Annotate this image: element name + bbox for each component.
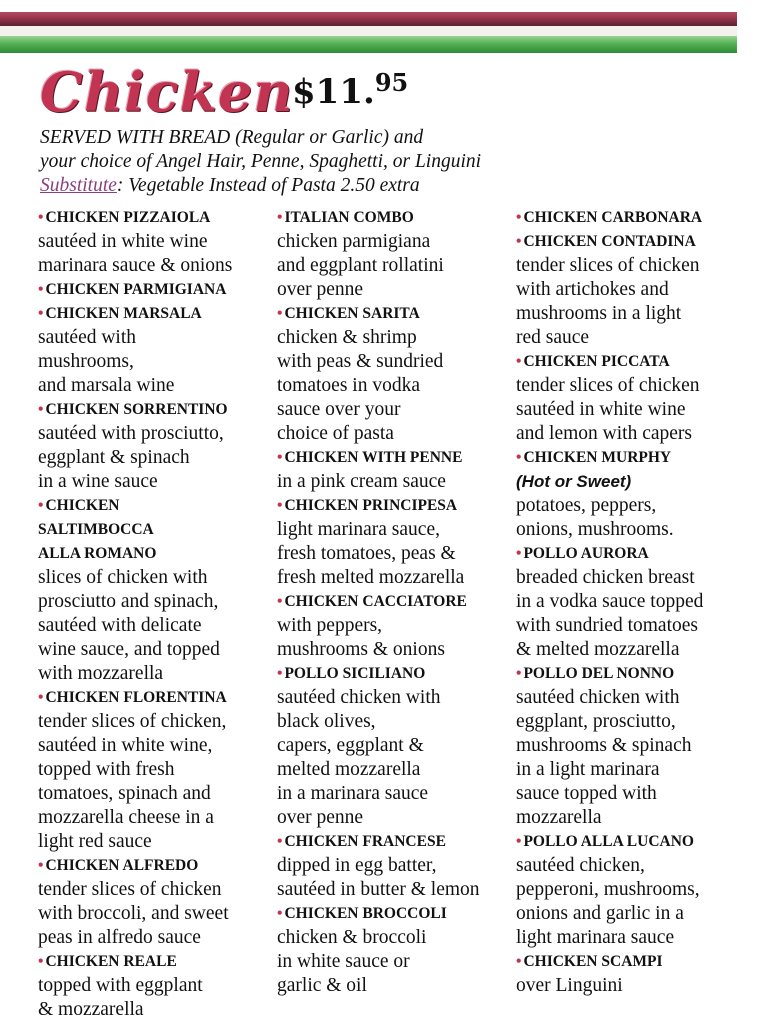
menu-item [38,302,270,398]
menu-item-description: chicken & shrimp with peas & sundried tomatoes in vodka sauce over your choice of pasta [277,327,444,444]
menu-item-name: • CHICKEN FLORENTINA [38,689,227,706]
bullet-icon: • [516,833,522,850]
bullet-icon: • [277,497,283,514]
bullet-icon: • [38,953,44,970]
menu-item-name: SALTIMBOCCA [38,521,154,538]
bullet-icon: • [277,833,283,850]
substitute-label: Substitute [40,175,117,196]
menu-item [516,662,746,830]
menu-item-name: • CHICKEN WITH PENNE [277,449,463,466]
menu-item [38,950,270,1022]
bullet-icon: • [38,497,44,514]
menu-item [277,494,507,590]
menu-item-name: • CHICKEN SARITA [277,305,420,322]
menu-item-name: • CHICKEN PIZZAIOLA [38,209,211,226]
menu-item-name: • CHICKEN [38,497,120,514]
served-with-bread: SERVED WITH BREAD [40,127,231,148]
menu-item-description: chicken & broccoli in white sauce or garlic & oil [277,927,427,996]
bullet-icon: • [516,353,522,370]
menu-item [516,950,746,998]
bullet-icon: • [516,209,522,226]
bullet-icon: • [277,305,283,322]
menu-item-name: • POLLO ALLA LUCANO [516,833,694,850]
menu-item-description: sautéed chicken with eggplant, prosciutto, mushrooms & spinach in a light marinara sauce topped with mozzarella [516,687,692,828]
top-stripe-white [0,26,737,36]
bullet-icon: • [38,401,44,418]
menu-item-option: (Hot or Sweet) [516,472,632,491]
section-title: Chicken [40,60,294,124]
bullet-icon: • [38,857,44,874]
menu-item [38,398,270,494]
menu-item-description: breaded chicken breast in a vodka sauce topped with sundried tomatoes & melted mozzarella [516,567,704,660]
menu-item-name: • CHICKEN CACCIATORE [277,593,467,610]
menu-item-name: • CHICKEN PARMIGIANA [38,281,227,298]
bullet-icon: • [277,593,283,610]
menu-item [516,542,746,662]
menu-item-name: • CHICKEN CARBONARA [516,209,703,226]
menu-item-description: in a pink cream sauce [277,471,446,492]
menu-item-description: sautéed with mushrooms, and marsala wine [38,327,175,396]
menu-item-name: • CHICKEN SORRENTINO [38,401,228,418]
menu-item [38,854,270,950]
menu-item [38,206,270,278]
bullet-icon: • [277,665,283,682]
menu-item-name: • CHICKEN MARSALA [38,305,202,322]
menu-item-name: • POLLO DEL NONNO [516,665,675,682]
menu-item [516,350,746,446]
top-stripe-red [0,12,737,26]
menu-item [38,686,270,854]
bullet-icon: • [38,305,44,322]
menu-item-name: • ITALIAN COMBO [277,209,414,226]
menu-item-description: tender slices of chicken with broccoli, and sweet peas in alfredo sauce [38,879,229,948]
bullet-icon: • [277,209,283,226]
bullet-icon: • [516,233,522,250]
bullet-icon: • [277,449,283,466]
bullet-icon: • [516,665,522,682]
serving-info [40,126,481,198]
menu-item [277,206,507,302]
bullet-icon: • [516,449,522,466]
menu-item-description: tender slices of chicken with artichokes and mushrooms in a light red sauce [516,255,700,348]
menu-item [38,494,270,686]
menu-item-name: • CHICKEN BROCCOLI [277,905,447,922]
menu-item-name: • CHICKEN FRANCESE [277,833,446,850]
menu-item-description: sautéed with prosciutto, eggplant & spinach in a wine sauce [38,423,224,492]
menu-item [277,590,507,662]
menu-item-description: topped with eggplant & mozzarella [38,975,203,1020]
menu-item [277,902,507,998]
menu-column-2 [277,206,507,998]
menu-item-description: sautéed chicken with black olives, capers, eggplant & melted mozzarella in a marinara sauce over penne [277,687,441,828]
menu-item [277,830,507,902]
menu-item [516,230,746,350]
substitute-line: Substitute: Vegetable Instead of Pasta 2.50 extra [40,175,420,196]
top-stripe-green [0,36,737,53]
menu-item-name: ALLA ROMANO [38,545,157,562]
menu-item-name: • POLLO SICILIANO [277,665,426,682]
menu-item [38,278,270,302]
menu-item-description: over Linguini [516,975,623,996]
menu-item-description: tender slices of chicken sautéed in white wine and lemon with capers [516,375,700,444]
bullet-icon: • [277,905,283,922]
section-price [292,68,409,112]
menu-item-name: • CHICKEN ALFREDO [38,857,199,874]
menu-item-description: dipped in egg batter, sautéed in butter & lemon [277,855,480,900]
price-cents: 95 [374,68,409,97]
menu-item-name: • CHICKEN PRINCIPESA [277,497,458,514]
serving-line-1: SERVED WITH BREAD (Regular or Garlic) and [40,127,424,148]
menu-item-name: • CHICKEN MURPHY [516,449,672,466]
menu-item [277,302,507,446]
menu-item-name: • CHICKEN CONTADINA [516,233,696,250]
menu-item-description: light marinara sauce, fresh tomatoes, peas & fresh melted mozzarella [277,519,465,588]
bullet-icon: • [516,545,522,562]
menu-item-name: • CHICKEN PICCATA [516,353,670,370]
menu-item-name: • POLLO AURORA [516,545,649,562]
menu-item-name: • CHICKEN SCAMPI [516,953,663,970]
menu-item-description: sautéed chicken, pepperoni, mushrooms, onions and garlic in a light marinara sauce [516,855,700,948]
bullet-icon: • [38,689,44,706]
menu-item-description: with peppers, mushrooms & onions [277,615,445,660]
menu-column-1 [38,206,270,1022]
bullet-icon: • [516,953,522,970]
menu-item [516,830,746,950]
menu-item [277,446,507,494]
bullet-icon: • [38,281,44,298]
menu-column-3 [516,206,746,998]
menu-item-description: slices of chicken with prosciutto and spinach, sautéed with delicate wine sauce, and topped with mozzarella [38,567,220,684]
menu-item [516,446,746,542]
menu-item-description: chicken parmigiana and eggplant rollatini over penne [277,231,444,300]
bullet-icon: • [38,209,44,226]
menu-item-name: • CHICKEN REALE [38,953,177,970]
serving-line-2: your choice of Angel Hair, Penne, Spaghetti, or Linguini [40,151,482,172]
menu-item-description: tender slices of chicken, sautéed in white wine, topped with fresh tomatoes, spinach and mozzarella cheese in a light red sauce [38,711,227,852]
price-dollars: $11. [292,72,375,112]
menu-item-description: sautéed in white wine marinara sauce & onions [38,231,233,276]
menu-item [277,662,507,830]
menu-item [516,206,746,230]
menu-item-description: potatoes, peppers, onions, mushrooms. [516,495,674,540]
